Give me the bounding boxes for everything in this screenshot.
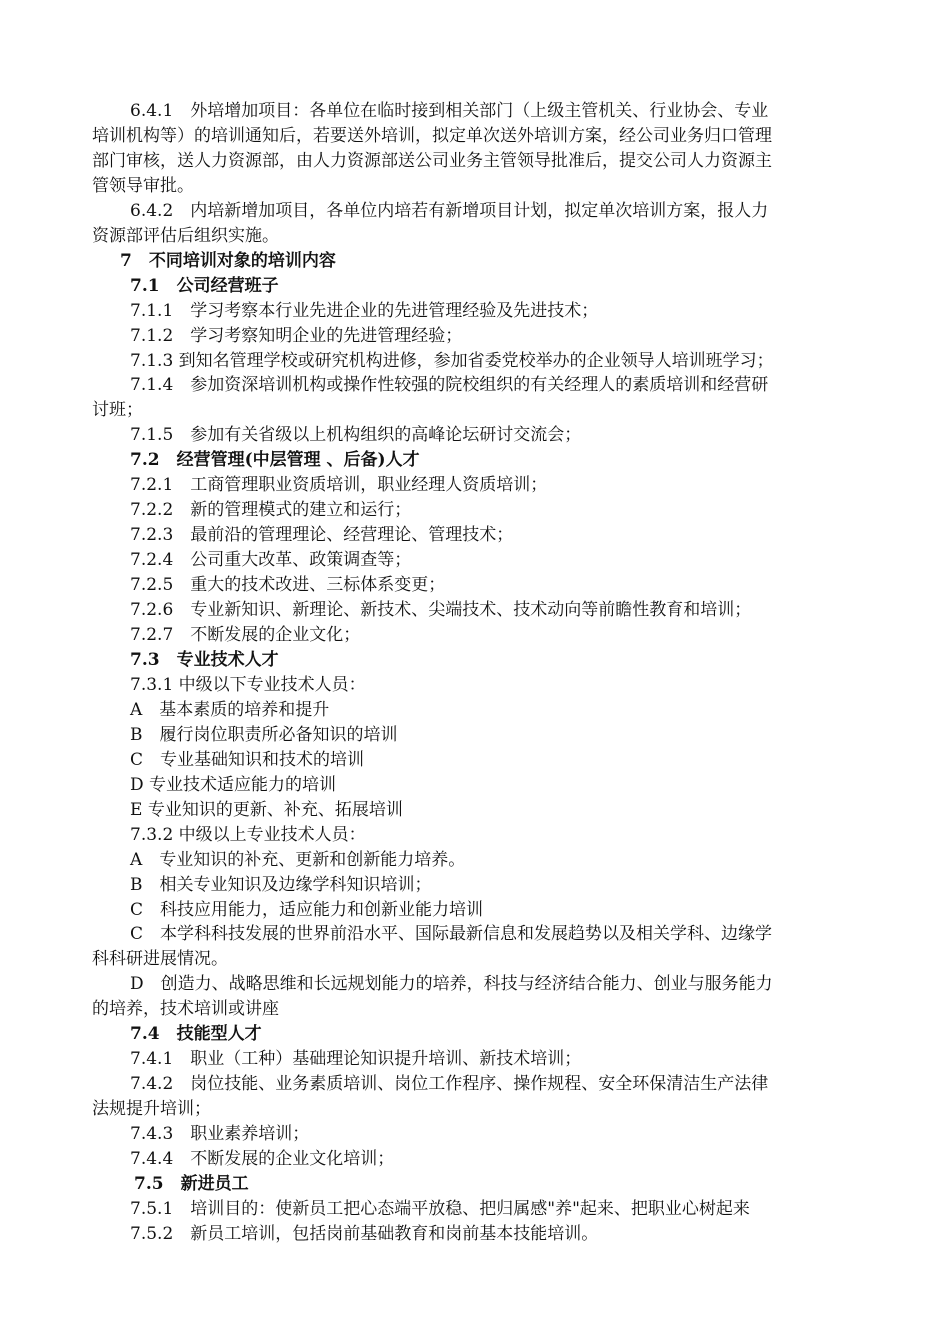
list-item: A 基本素质的培养和提升 [130,699,330,720]
list-item: 7.3.2 中级以上专业技术人员： [130,824,366,845]
list-item: 7.3.1 中级以下专业技术人员： [130,674,366,695]
list-item: C 专业基础知识和技术的培训 [130,749,365,770]
list-item: 7.2.7 不断发展的企业文化； [130,625,361,646]
list-item: 7.2.6 专业新知识、新理论、新技术、尖端技术、技术动向等前瞻性教育和培训； [130,600,752,621]
list-item: A 专业知识的补充、更新和创新能力培养。 [130,849,466,870]
section-heading-7-1: 7.1 公司经营班子 [130,275,279,296]
section-heading-7-3: 7.3 专业技术人才 [130,649,279,670]
list-item: 7.1.5 参加有关省级以上机构组织的高峰论坛研讨交流会； [130,425,582,446]
list-item: 7.2.4 公司重大改革、政策调查等； [130,550,412,571]
paragraph-6-4-1-cont: 部门审核，送人力资源部，由人力资源部送公司业务主管领导批准后，提交公司人力资源主 [92,150,772,171]
list-item: 7.5.2 新员工培训，包括岗前基础教育和岗前基本技能培训。 [130,1223,599,1244]
list-item: 7.4.4 不断发展的企业文化培训； [130,1149,395,1170]
list-item: 7.1.4 参加资深培训机构或操作性较强的院校组织的有关经理人的素质培训和经营研 [130,375,769,396]
list-item: B 相关专业知识及边缘学科知识培训； [130,874,432,895]
list-item: C 本学科科技发展的世界前沿水平、国际最新信息和发展趋势以及相关学科、边缘学 [130,924,773,945]
paragraph-6-4-1-cont: 管领导审批。 [92,175,194,196]
list-item: 7.2.2 新的管理模式的建立和运行； [130,500,412,521]
list-item: 7.1.1 学习考察本行业先进企业的先进管理经验及先进技术； [130,300,599,321]
list-item-cont: 科科研进展情况。 [92,949,228,970]
list-item: E 专业知识的更新、补充、拓展培训 [130,799,403,820]
list-item: 7.2.1 工商管理职业资质培训，职业经理人资质培训； [130,475,548,496]
section-heading-7: 7 不同培训对象的培训内容 [120,250,336,271]
list-item: 7.2.5 重大的技术改进、三标体系变更； [130,575,446,596]
document-page [92,99,858,1247]
list-item: B 履行岗位职责所必备知识的培训 [130,724,398,745]
list-item: 7.5.1 培训目的：使新员工把心态端平放稳、把归属感"养"起来、把职业心树起来 [130,1198,750,1219]
list-item: 7.1.2 学习考察知明企业的先进管理经验； [130,325,463,346]
paragraph-6-4-2: 6.4.2 内培新增加项目，各单位内培若有新增项目计划，拟定单次培训方案，报人力 [130,200,769,221]
paragraph-6-4-2-cont: 资源部评估后组织实施。 [92,225,279,246]
section-heading-7-4: 7.4 技能型人才 [130,1024,262,1045]
list-item: D 专业技术适应能力的培训 [130,774,337,795]
list-item: 7.2.3 最前沿的管理理论、经营理论、管理技术； [130,525,514,546]
list-item: 7.4.2 岗位技能、业务素质培训、岗位工作程序、操作规程、安全环保清洁生产法律 [130,1074,769,1095]
list-item: D 创造力、战略思维和长远规划能力的培养，科技与经济结合能力、创业与服务能力 [130,974,773,995]
list-item-cont: 法规提升培训； [92,1099,211,1120]
list-item: C 科技应用能力，适应能力和创新业能力培训 [130,899,484,920]
list-item-cont: 的培养，技术培训或讲座 [92,999,279,1020]
section-heading-7-2: 7.2 经营管理(中层管理 、后备)人才 [130,450,420,471]
list-item-cont: 讨班； [92,400,143,421]
list-item: 7.1.3 到知名管理学校或研究机构进修，参加省委党校举办的企业领导人培训班学习； [130,350,774,371]
list-item: 7.4.3 职业素养培训； [130,1124,310,1145]
paragraph-6-4-1-cont: 培训机构等）的培训通知后，若要送外培训，拟定单次送外培训方案，经公司业务归口管理 [92,125,772,146]
list-item: 7.4.1 职业（工种）基础理论知识提升培训、新技术培训； [130,1049,582,1070]
paragraph-6-4-1: 6.4.1 外培增加项目：各单位在临时接到相关部门（上级主管机关、行业协会、专业 [130,101,769,121]
section-heading-7-5: 7.5 新进员工 [134,1173,249,1194]
